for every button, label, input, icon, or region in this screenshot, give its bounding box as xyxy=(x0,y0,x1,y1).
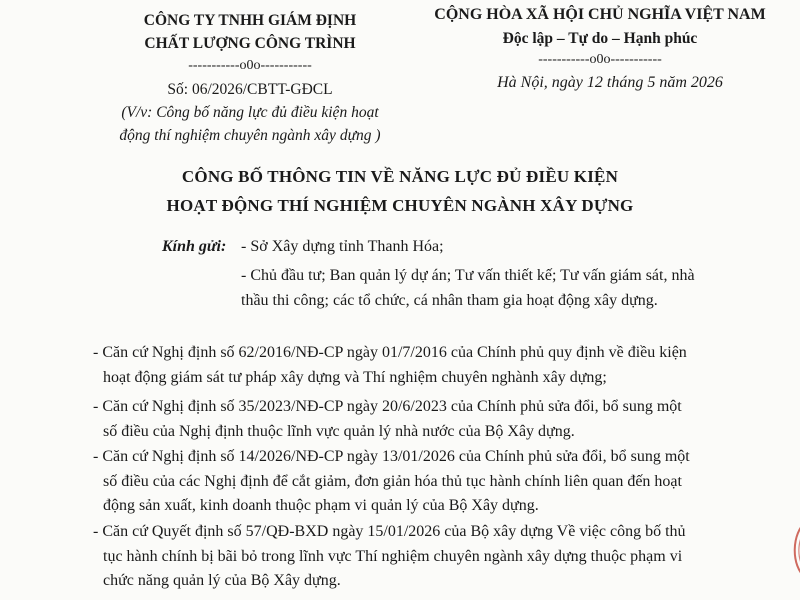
document-title-line2: HOẠT ĐỘNG THÍ NGHIỆM CHUYÊN NGÀNH XÂY DỰNG xyxy=(166,196,634,215)
subject-line2: động thí nghiệm chuyên ngành xây dựng ) xyxy=(119,127,381,144)
legal-basis-item xyxy=(93,520,733,594)
org-name-line1: CÔNG TY TNHH GIÁM ĐỊNH xyxy=(143,12,357,29)
recipient-line: thầu thi công; các tổ chức, cá nhân tham gia hoạt động xây dựng. xyxy=(241,292,658,309)
legal-basis-item xyxy=(93,445,733,519)
legal-basis-line: - Căn cứ Nghị định số 35/2023/NĐ-CP ngày 20/6/2023 của Chính phủ sửa đổi, bổ sung một xyxy=(93,398,682,415)
recipients-label: Kính gửi: xyxy=(162,238,227,255)
org-separator: -----------o0o----------- xyxy=(188,58,312,73)
motto-separator: -----------o0o----------- xyxy=(538,52,662,67)
legal-basis-item xyxy=(93,341,733,390)
legal-basis-line: chức năng quản lý của Bộ Xây dựng. xyxy=(103,572,341,589)
document-title-line1: CÔNG BỐ THÔNG TIN VỀ NĂNG LỰC ĐỦ ĐIỀU KIỆN xyxy=(181,167,619,186)
recipient-line: - Chủ đầu tư; Ban quản lý dự án; Tư vấn thiết kế; Tư vấn giám sát, nhà xyxy=(241,267,695,284)
legal-basis-line: hoạt động giám sát tư pháp xây dựng và Thí nghiệm chuyên nghành xây dựng; xyxy=(103,368,607,386)
legal-basis-line: tục hành chính bị bãi bỏ trong lĩnh vực Thí nghiệm chuyên ngành xây dựng thuộc phạm vi xyxy=(103,547,683,565)
place-date: Hà Nội, ngày 12 tháng 5 năm 2026 xyxy=(497,74,723,91)
org-name-line2: CHẤT LƯỢNG CÔNG TRÌNH xyxy=(144,35,356,52)
legal-basis-line: số điều của các Nghị định để cắt giảm, đơn giản hóa thủ tục hành chính liên quan đến hoạt xyxy=(103,472,682,490)
subject-line1: (V/v: Công bố năng lực đủ điều kiện hoạt xyxy=(121,104,379,121)
legal-basis-line: - Căn cứ Nghị định số 14/2026/NĐ-CP ngày 13/01/2026 của Chính phủ sửa đổi, bổ sung một xyxy=(93,448,690,465)
recipient-line: - Sở Xây dựng tỉnh Thanh Hóa; xyxy=(241,238,444,255)
legal-basis-item xyxy=(93,395,733,444)
document-number: Số: 06/2026/CBTT-GĐCL xyxy=(167,81,333,98)
national-title: CỘNG HÒA XÃ HỘI CHỦ NGHĨA VIỆT NAM xyxy=(434,6,766,23)
legal-basis-line: - Căn cứ Quyết định số 57/QĐ-BXD ngày 15/01/2026 của Bộ xây dựng Về việc công bố thủ xyxy=(93,523,686,540)
legal-basis-line: - Căn cứ Nghị định số 62/2016/NĐ-CP ngày 01/7/2016 của Chính phủ quy định về điều kiện xyxy=(93,344,687,361)
stamp-seal-icon xyxy=(784,520,800,580)
legal-basis-line: số điều của Nghị định thuộc lĩnh vực quản lý nhà nước của Bộ Xây dựng. xyxy=(103,422,575,440)
national-motto: Độc lập – Tự do – Hạnh phúc xyxy=(502,30,698,47)
legal-basis-line: động sản xuất, kinh doanh thuộc phạm vi quản lý của Bộ Xây dựng. xyxy=(103,497,539,514)
